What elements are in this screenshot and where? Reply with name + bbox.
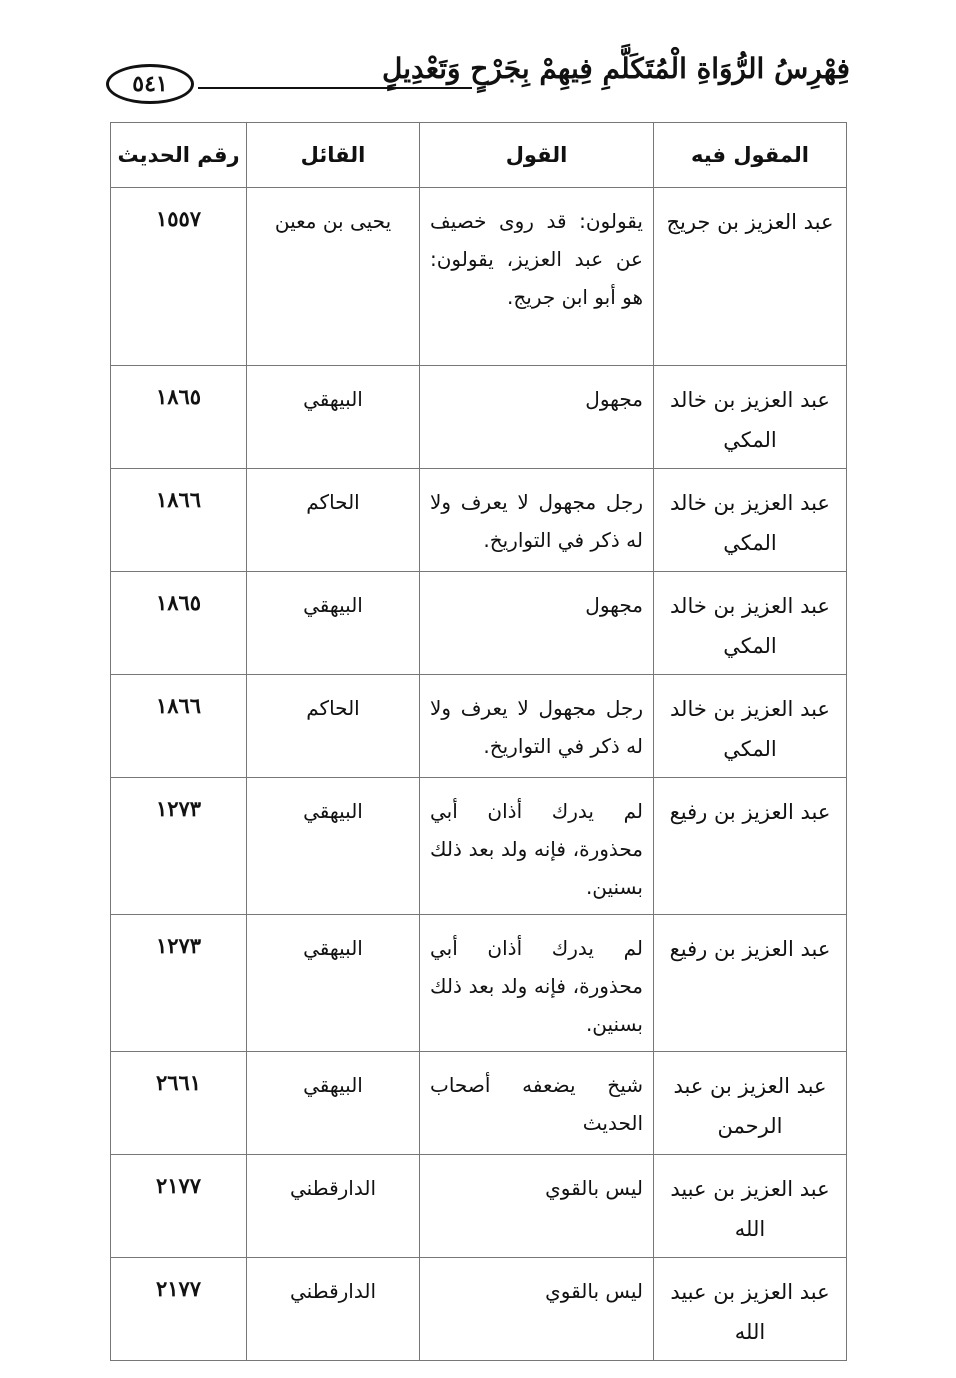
saying-cell: مجهول (420, 572, 654, 675)
narrators-table (110, 122, 847, 1361)
saying-cell: رجل مجهول لا يعرف ولا له ذكر في التواريخ. (420, 675, 654, 778)
sayer-cell: البيهقي (247, 366, 420, 469)
sayer-cell: البيهقي (247, 572, 420, 675)
table-row (111, 1052, 847, 1155)
page-number: ٥٤١ (106, 64, 194, 104)
column-header-narrator: المقول فيه (654, 123, 847, 188)
narrator-cell: عبد العزيز بن خالد المكي (654, 572, 847, 675)
sayer-cell: يحيى بن معين (247, 188, 420, 366)
table-row (111, 572, 847, 675)
hadith-number-cell: ١٢٧٣ (111, 915, 247, 1052)
hadith-number-cell: ١٥٥٧ (111, 188, 247, 366)
table-row (111, 469, 847, 572)
sayer-cell: الدارقطني (247, 1155, 420, 1258)
saying-cell: يقولون: قد روى خصيف عن عبد العزيز، يقولون: هو أبو ابن جريج. (420, 188, 654, 366)
hadith-number-cell: ٢١٧٧ (111, 1155, 247, 1258)
hadith-number-cell: ٢٦٦١ (111, 1052, 247, 1155)
saying-cell: لم يدرك أذان أبي محذورة، فإنه ولد بعد ذلك بسنين. (420, 778, 654, 915)
sayer-cell: البيهقي (247, 778, 420, 915)
table-row (111, 778, 847, 915)
hadith-number-cell: ١٨٦٥ (111, 366, 247, 469)
table-row (111, 1258, 847, 1361)
saying-cell: لم يدرك أذان أبي محذورة، فإنه ولد بعد ذلك بسنين. (420, 915, 654, 1052)
sayer-cell: البيهقي (247, 915, 420, 1052)
table-row (111, 915, 847, 1052)
narrator-cell: عبد العزيز بن عبيد الله (654, 1258, 847, 1361)
hadith-number-cell: ٢١٧٧ (111, 1258, 247, 1361)
narrator-cell: عبد العزيز بن خالد المكي (654, 366, 847, 469)
sayer-cell: الدارقطني (247, 1258, 420, 1361)
saying-cell: رجل مجهول لا يعرف ولا له ذكر في التواريخ. (420, 469, 654, 572)
hadith-number-cell: ١٢٧٣ (111, 778, 247, 915)
saying-cell: شيخ يضعفه أصحاب الحديث (420, 1052, 654, 1155)
saying-cell: ليس بالقوي (420, 1155, 654, 1258)
saying-cell: مجهول (420, 366, 654, 469)
table-header-row (111, 123, 847, 188)
hadith-number-cell: ١٨٦٦ (111, 469, 247, 572)
column-header-saying: القول (420, 123, 654, 188)
narrator-cell: عبد العزيز بن خالد المكي (654, 675, 847, 778)
table-row (111, 1155, 847, 1258)
running-title: فِهْرِسُ الرُّوَاةِ الْمُتَكَلَّمِ فِيهِمْ بِجَرْحٍ وَتَعْدِيلٍ (382, 52, 850, 85)
narrator-cell: عبد العزيز بن خالد المكي (654, 469, 847, 572)
header-rule (198, 87, 472, 89)
narrator-cell: عبد العزيز بن رفيع (654, 915, 847, 1052)
sayer-cell: البيهقي (247, 1052, 420, 1155)
table-row (111, 366, 847, 469)
sayer-cell: الحاكم (247, 469, 420, 572)
narrator-cell: عبد العزيز بن عبيد الله (654, 1155, 847, 1258)
table-row (111, 675, 847, 778)
narrator-cell: عبد العزيز بن رفيع (654, 778, 847, 915)
hadith-number-cell: ١٨٦٦ (111, 675, 247, 778)
saying-cell: ليس بالقوي (420, 1258, 654, 1361)
column-header-hadith-number: رقم الحديث (111, 123, 247, 188)
page-header (0, 0, 956, 110)
sayer-cell: الحاكم (247, 675, 420, 778)
hadith-number-cell: ١٨٦٥ (111, 572, 247, 675)
narrator-cell: عبد العزيز بن جريج (654, 188, 847, 366)
table-row (111, 188, 847, 366)
narrator-cell: عبد العزيز بن عبد الرحمن (654, 1052, 847, 1155)
column-header-sayer: القائل (247, 123, 420, 188)
